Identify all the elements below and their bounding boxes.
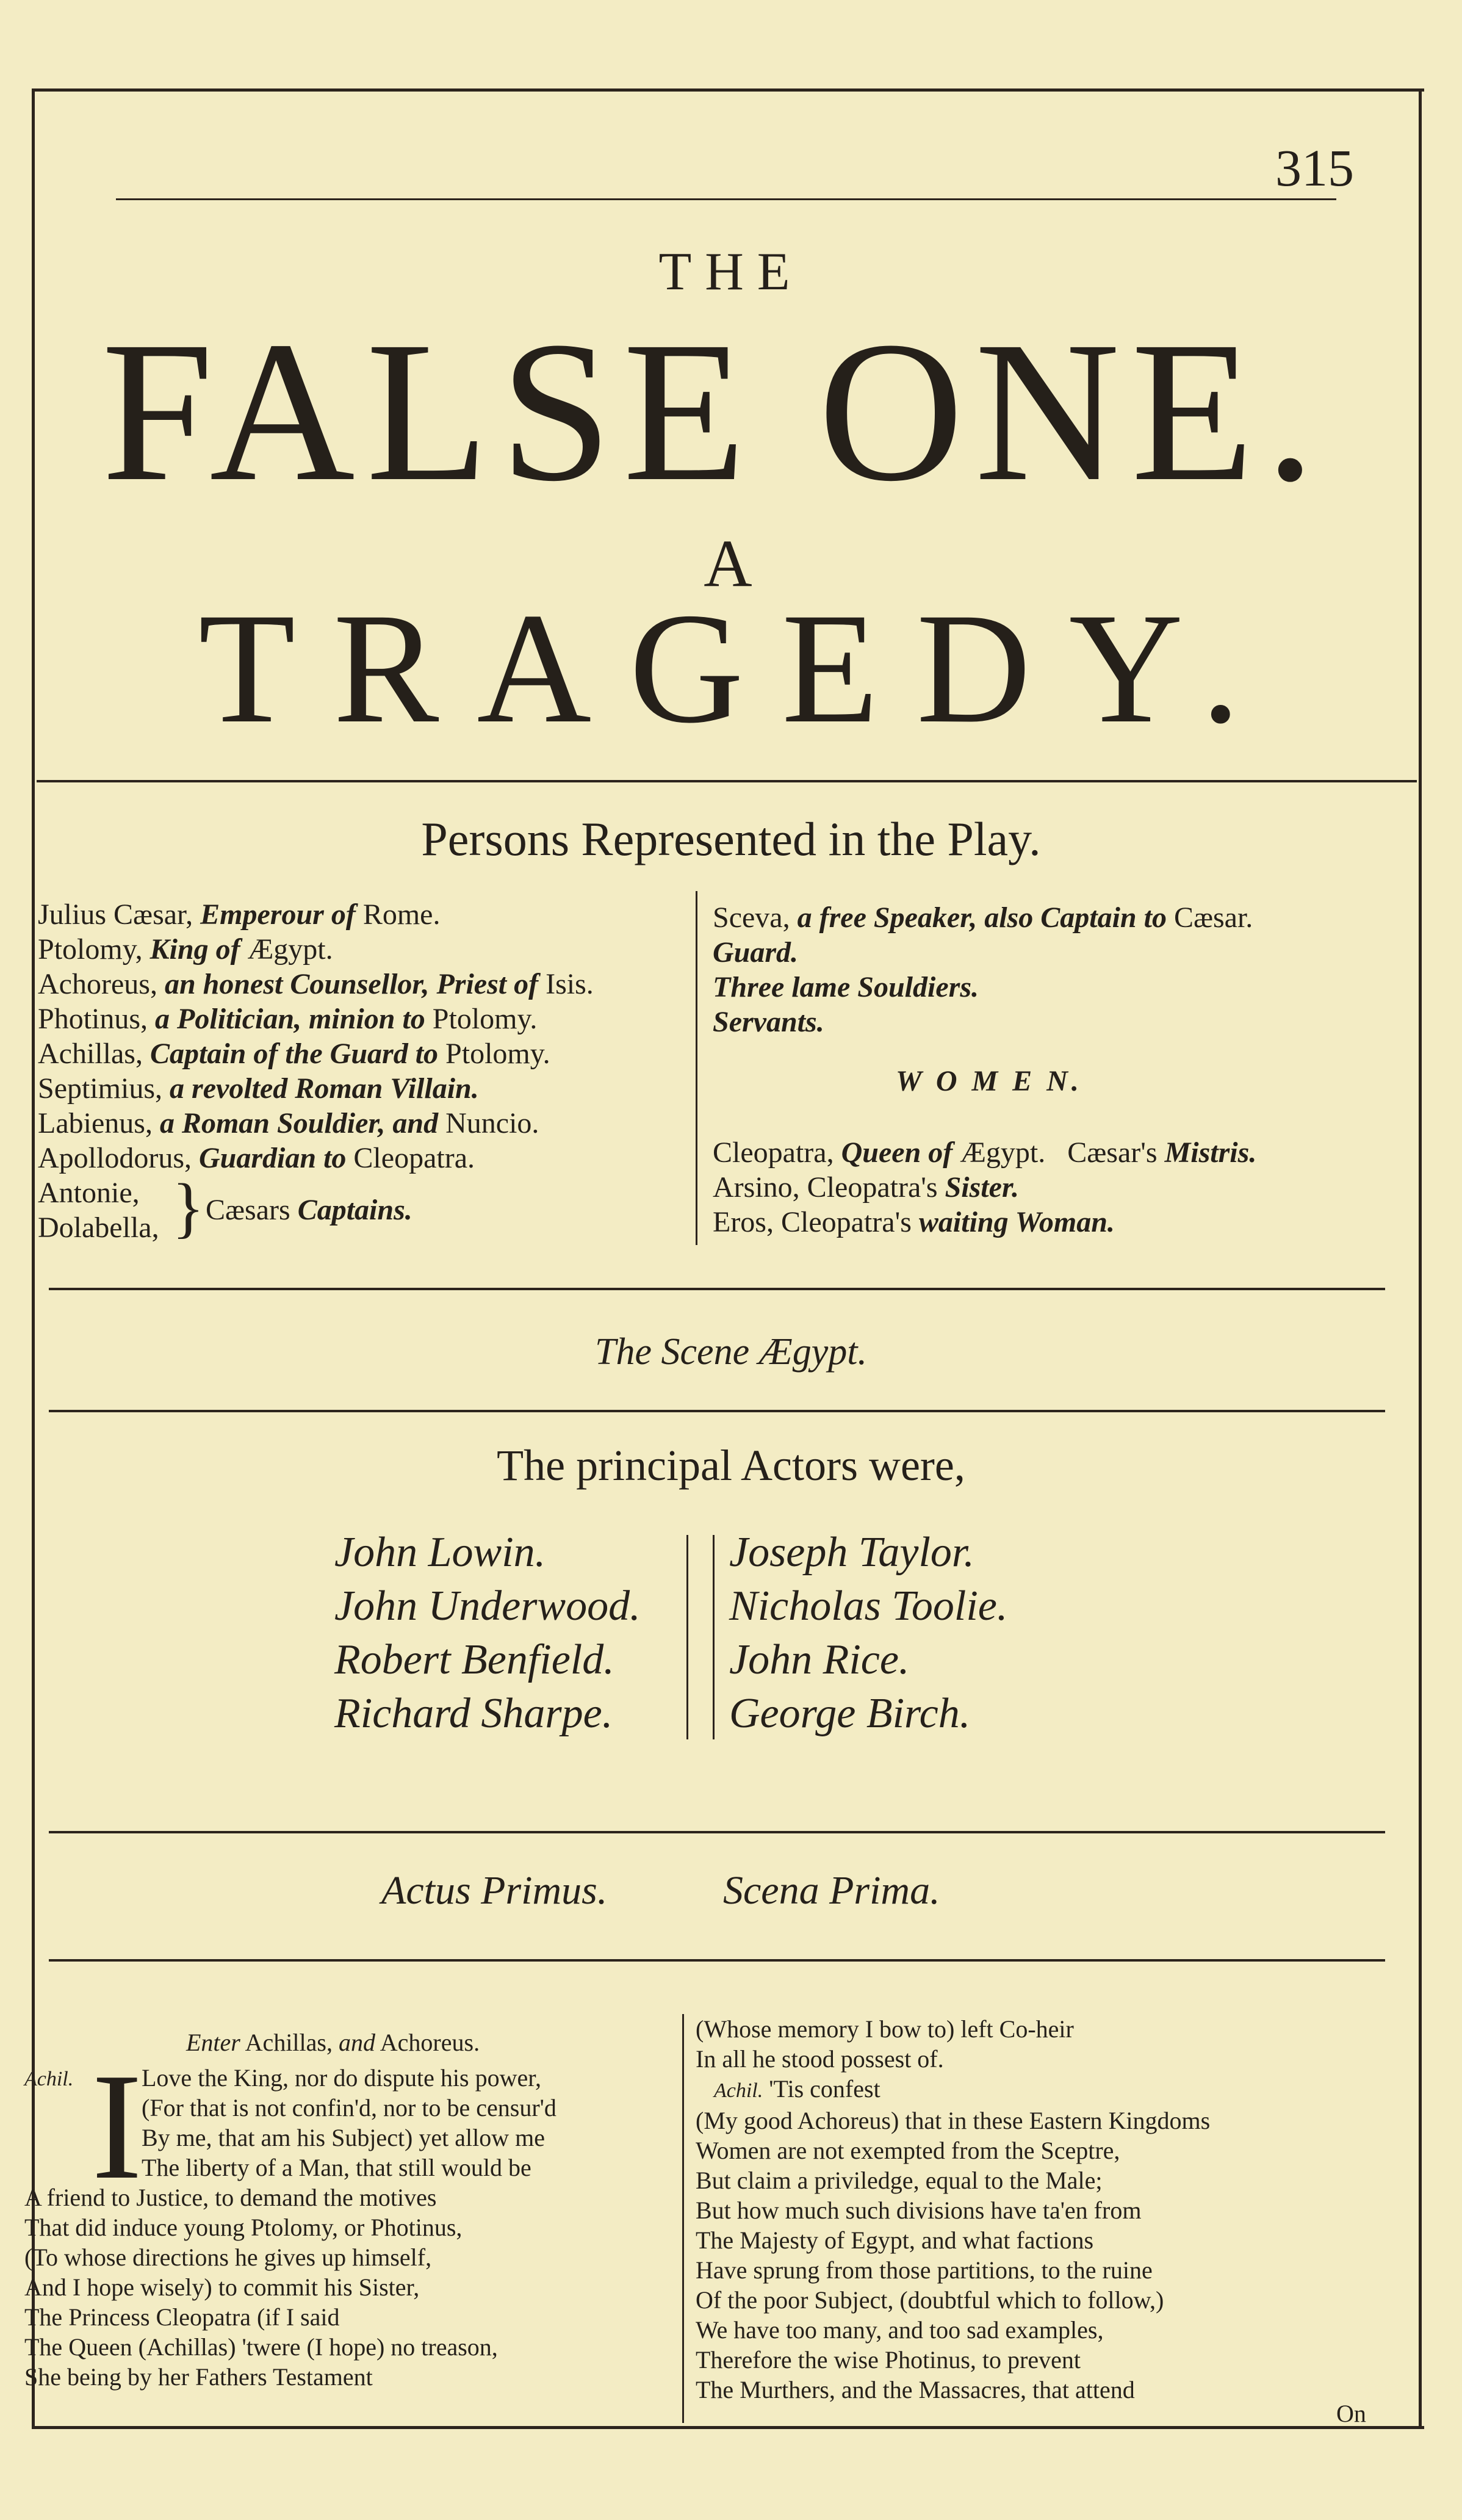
title-genre: TRAGEDY. (198, 580, 1278, 756)
play-right-column (696, 2014, 1410, 2405)
verse-line: Love the King, nor do dispute his power, (142, 2064, 541, 2092)
verse-line: Women are not exempted from the Sceptre, (696, 2137, 1120, 2164)
rule-after-actors (49, 1831, 1385, 1833)
person-row: Achillas, Captain of the Guard to Ptolomy. (38, 1038, 550, 1070)
scene-number-heading: Scena Prima. (723, 1868, 940, 1913)
captain-name: Antonie, (38, 1177, 140, 1209)
actors-right-list (729, 1526, 1071, 1741)
persons-column-divider (696, 891, 697, 1245)
actor-name: Richard Sharpe. (334, 1690, 613, 1737)
person-row: Sceva, a free Speaker, also Captain to Cæsar. (713, 901, 1253, 934)
header-rule (116, 198, 1336, 200)
actor-name: John Rice. (729, 1636, 910, 1683)
person-row: Julius Cæsar, Emperour of Rome. (38, 898, 441, 931)
verse-line: Have sprung from those partitions, to the ruine (696, 2256, 1153, 2284)
women-heading: W O M E N. (896, 1065, 1082, 1097)
person-row: Servants. (713, 1006, 824, 1038)
verse-line: (Whose memory I bow to) left Co-heir (696, 2015, 1074, 2043)
person-row: Guard. (713, 936, 799, 969)
verse-line: By me, that am his Subject) yet allow me (142, 2124, 545, 2151)
verse-line: (My good Achoreus) that in these Eastern Kingdoms (696, 2107, 1211, 2134)
verse-line: That did induce young Ptolomy, or Photinus, (24, 2214, 463, 2241)
verse-line: We have too many, and too sad examples, (696, 2316, 1104, 2344)
actors-heading: The principal Actors were, (497, 1441, 965, 1490)
verse-line: She being by her Fathers Testament (24, 2363, 373, 2391)
persons-right-list (713, 900, 1414, 1240)
verse-line: The Princess Cleopatra (if I said (24, 2303, 340, 2331)
person-row: Apollodorus, Guardian to Cleopatra. (38, 1142, 475, 1174)
play-left-indented (142, 2063, 672, 2182)
verse-line: But claim a priviledge, equal to the Male; (696, 2167, 1103, 2194)
drop-cap: I (92, 2042, 143, 2211)
captains-brace: } (172, 1170, 204, 1244)
actors-left-list (334, 1526, 676, 1741)
person-row: Ptolomy, King of Ægypt. (38, 933, 333, 966)
actors-bracket-right (713, 1535, 715, 1739)
play-left-lines (24, 2182, 677, 2392)
verse-line: The Murthers, and the Massacres, that attend (696, 2376, 1135, 2403)
person-row: Septimius, a revolted Roman Villain. (38, 1072, 479, 1105)
captain-name: Dolabella, (38, 1211, 159, 1244)
actor-name: George Birch. (729, 1690, 971, 1737)
title-article: A (704, 526, 758, 601)
actor-name: John Underwood. (334, 1583, 641, 1630)
right-border-rule (1419, 88, 1422, 2429)
persons-left-list (38, 897, 685, 1245)
act-heading: Actus Primus. (381, 1868, 608, 1913)
verse-line: A friend to Justice, to demand the motives (24, 2184, 437, 2211)
play-column-divider (682, 2014, 684, 2423)
actor-name: John Lowin. (334, 1529, 546, 1576)
title-main: FALSE ONE. (101, 300, 1327, 523)
persons-heading: Persons Represented in the Play. (421, 812, 1041, 865)
top-border-rule (32, 88, 1424, 92)
verse-line: The liberty of a Man, that still would be (142, 2154, 531, 2181)
captains-label: Cæsars Captains. (206, 1194, 412, 1226)
verse-line: Therefore the wise Photinus, to prevent (696, 2346, 1081, 2374)
stage-direction: Enter Achillas, and Achoreus. (186, 2029, 480, 2056)
rule-after-scene (49, 1410, 1385, 1412)
bottom-border-rule (32, 2426, 1424, 2429)
rule-after-persons (49, 1288, 1385, 1290)
person-row: Cleopatra, Queen of Ægypt. Cæsar's Mistris. (713, 1136, 1257, 1169)
verse-line: But how much such divisions have ta'en from (696, 2197, 1142, 2224)
actor-name: Robert Benfield. (334, 1636, 614, 1683)
rule-after-act (49, 1959, 1385, 1962)
actor-name: Nicholas Toolie. (729, 1583, 1008, 1630)
speaker-label: Achil. (24, 2068, 74, 2090)
person-row: Eros, Cleopatra's waiting Woman. (713, 1206, 1115, 1238)
speech-start: Achil. 'Tis confest (714, 2075, 880, 2103)
person-row: Photinus, a Politician, minion to Ptolomy. (38, 1003, 538, 1035)
verse-line: In all he stood possest of. (696, 2045, 944, 2073)
person-row: Achoreus, an honest Counsellor, Priest of Isis. (38, 968, 594, 1000)
verse-line: And I hope wisely) to commit his Sister, (24, 2273, 420, 2301)
person-row: Three lame Souldiers. (713, 971, 979, 1003)
page-number: 315 (1275, 139, 1354, 197)
captains-group (38, 1170, 685, 1245)
person-row: Arsino, Cleopatra's Sister. (713, 1171, 1019, 1204)
verse-line: (For that is not confin'd, nor to be censur'd (142, 2094, 556, 2121)
person-row: Labienus, a Roman Souldier, and Nuncio. (38, 1107, 539, 1139)
verse-line: Of the poor Subject, (doubtful which to follow,) (696, 2286, 1164, 2314)
scene-heading: The Scene Ægypt. (595, 1331, 867, 1373)
actor-name: Joseph Taylor. (729, 1529, 974, 1576)
catchword: On (1336, 2400, 1366, 2427)
title-the: THE (658, 242, 804, 301)
rule-after-title (37, 780, 1417, 782)
actors-bracket-left (686, 1535, 688, 1739)
verse-line: The Queen (Achillas) 'twere (I hope) no treason, (24, 2333, 498, 2361)
verse-line: (To whose directions he gives up himself, (24, 2244, 432, 2271)
verse-line: The Majesty of Egypt, and what factions (696, 2226, 1094, 2254)
